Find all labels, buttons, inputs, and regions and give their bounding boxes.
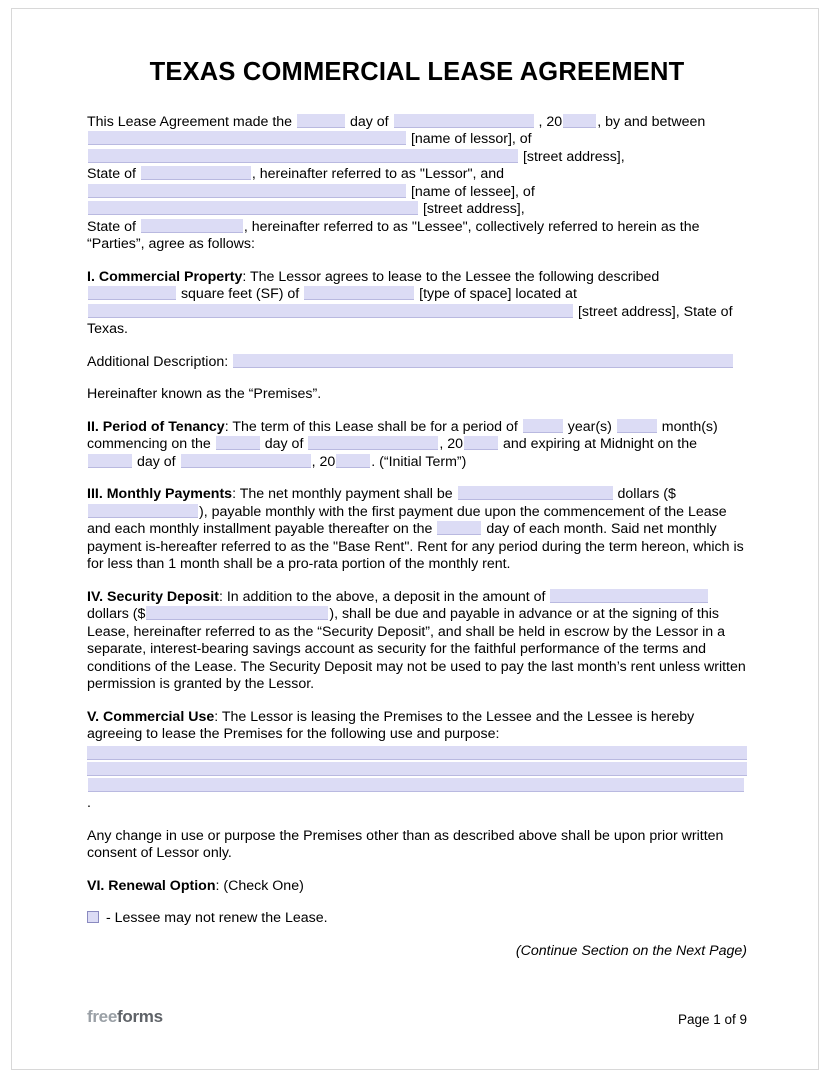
intro-text-10: [street address], xyxy=(422,201,525,218)
section-1-heading: I. Commercial Property xyxy=(87,268,243,285)
section-2-text-2: year(s) xyxy=(567,418,612,435)
intro-paragraph xyxy=(87,114,747,254)
lessor-name-blank[interactable] xyxy=(88,131,406,145)
page-number: Page 1 of 9 xyxy=(677,1012,747,1027)
section-3-text-4: day of each month. Said net monthly payment is-hereafter referred to as the "Base Rent". Rent for any period during the term hereon, which is for less than 1 month shall be a pro-rata portion of the monthly rent. xyxy=(87,521,744,573)
additional-description-label: Additional Description: xyxy=(87,353,229,370)
space-type-blank[interactable] xyxy=(304,286,414,300)
intro-text-1: This Lease Agreement made the xyxy=(87,113,293,130)
section-1-text-4: [street address], State of Texas. xyxy=(87,303,733,338)
section-2-text-3: month(s) commencing on the xyxy=(87,418,718,453)
section-period-of-tenancy xyxy=(87,419,747,472)
square-feet-blank[interactable] xyxy=(88,286,176,300)
section-6-heading: VI. Renewal Option xyxy=(87,877,216,894)
section-2-text-1: : The term of this Lease shall be for a period of xyxy=(224,418,518,435)
section-security-deposit xyxy=(87,589,747,694)
section-renewal-option xyxy=(87,878,747,896)
term-years-blank[interactable] xyxy=(523,419,563,433)
page-footer xyxy=(87,1007,747,1027)
use-line-3[interactable] xyxy=(88,778,744,792)
lessee-state-blank[interactable] xyxy=(141,219,243,233)
section-4-text-1: : In addition to the above, a deposit in the amount of xyxy=(218,588,546,605)
renewal-option-row xyxy=(87,910,747,928)
intro-text-9: [name of lessee], of xyxy=(410,183,535,200)
commence-day-blank[interactable] xyxy=(216,436,260,450)
renewal-no-checkbox[interactable] xyxy=(87,911,99,923)
section-1-text-3: [type of space] located at xyxy=(419,286,577,303)
intro-text-2: day of xyxy=(349,113,389,130)
section-1-text-2: square feet (SF) of xyxy=(180,286,300,303)
intro-text-5: [name of lessor], of xyxy=(410,131,532,148)
continue-note: (Continue Section on the Next Page) xyxy=(515,942,747,959)
section-5-text-2: . xyxy=(87,795,91,812)
additional-description-row xyxy=(87,354,747,372)
section-4-text-2: dollars ($ xyxy=(87,606,146,623)
deposit-amount-blank[interactable] xyxy=(146,606,328,620)
freeforms-logo xyxy=(87,1007,163,1027)
month-blank[interactable] xyxy=(394,114,534,128)
commence-month-blank[interactable] xyxy=(308,436,438,450)
term-months-blank[interactable] xyxy=(617,419,657,433)
section-2-text-6: and expiring at Midnight on the xyxy=(502,436,697,453)
section-2-text-9: . (“Initial Term”) xyxy=(371,453,467,470)
section-2-text-4: day of xyxy=(264,436,304,453)
section-3-text-1: : The net monthly payment shall be xyxy=(232,486,453,503)
intro-text-12: , hereinafter referred to as "Lessee", collectively referred to herein as the “Parties”, agree as follows: xyxy=(87,218,700,253)
document-content xyxy=(87,57,747,959)
expire-day-blank[interactable] xyxy=(88,454,132,468)
section-commercial-use xyxy=(87,709,747,744)
section-3-heading: III. Monthly Payments xyxy=(87,486,233,503)
page-title: TEXAS COMMERCIAL LEASE AGREEMENT xyxy=(149,58,685,86)
brand-forms: forms xyxy=(117,1007,163,1026)
commence-year-blank[interactable] xyxy=(464,436,498,450)
section-2-text-8: , 20 xyxy=(311,453,336,470)
section-1-text-1: : The Lessor agrees to lease to the Lessee the following described xyxy=(242,268,660,285)
monthly-amount-words-blank[interactable] xyxy=(458,486,613,500)
payment-day-blank[interactable] xyxy=(437,521,481,535)
commercial-use-lines xyxy=(87,746,747,813)
section-3-text-3: ), payable monthly with the first payment due upon the commencement of the Lease and each monthly installment payable thereafter on the xyxy=(87,503,727,538)
monthly-amount-blank[interactable] xyxy=(88,504,198,518)
use-change-clause: Any change in use or purpose the Premises other than as described above shall be upon prior written consent of Lessor only. xyxy=(87,827,724,862)
expire-year-blank[interactable] xyxy=(336,454,370,468)
section-3-text-2: dollars ($ xyxy=(617,486,676,503)
section-4-heading: IV. Security Deposit xyxy=(87,588,219,605)
lessor-state-blank[interactable] xyxy=(141,166,251,180)
section-2-text-5: , 20 xyxy=(439,436,464,453)
hereinafter-premises: Hereinafter known as the “Premises”. xyxy=(87,386,322,403)
section-5-text-1: : The Lessor is leasing the Premises to the Lessee and the Lessee is hereby agreeing to lease the Premises for the following use and purpose: xyxy=(87,708,695,743)
section-5-heading: V. Commercial Use xyxy=(87,708,215,725)
section-2-heading: II. Period of Tenancy xyxy=(87,418,225,435)
property-address-blank[interactable] xyxy=(88,304,573,318)
lessee-name-blank[interactable] xyxy=(88,184,406,198)
section-monthly-payments xyxy=(87,486,747,574)
intro-text-4: , by and between xyxy=(597,113,706,130)
additional-description-blank[interactable] xyxy=(233,354,733,368)
use-line-2[interactable] xyxy=(87,762,747,776)
section-2-text-7: day of xyxy=(136,453,176,470)
intro-text-11: State of xyxy=(87,218,136,235)
document-page xyxy=(11,8,819,1070)
use-line-1[interactable] xyxy=(87,746,747,760)
intro-text-8: , hereinafter referred to as "Lessor", and xyxy=(251,166,505,183)
lessor-address-blank[interactable] xyxy=(88,149,518,163)
brand-free: free xyxy=(87,1007,117,1026)
expire-month-blank[interactable] xyxy=(181,454,311,468)
intro-text-7: State of xyxy=(87,166,136,183)
section-commercial-property xyxy=(87,269,747,339)
section-6-text-1: : (Check One) xyxy=(215,877,304,894)
lessee-address-blank[interactable] xyxy=(88,201,418,215)
year-blank[interactable] xyxy=(563,114,596,128)
deposit-amount-words-blank[interactable] xyxy=(550,589,708,603)
day-blank[interactable] xyxy=(297,114,345,128)
intro-text-3: , 20 xyxy=(538,113,563,130)
section-4-text-3: ), shall be due and payable in advance or at the signing of this Lease, hereinafter referred to as the “Security Deposit”, and shall be held in escrow by the Lessor in a separate, interest-bearing savings account as security for the faithful performance of the terms and conditions of the Lease. The Security Deposit may not be used to pay the last month’s rent unless written permission is granted by the Lessor. xyxy=(87,606,746,693)
renewal-option-1-label: - Lessee may not renew the Lease. xyxy=(105,910,328,927)
intro-text-6: [street address], xyxy=(522,148,625,165)
